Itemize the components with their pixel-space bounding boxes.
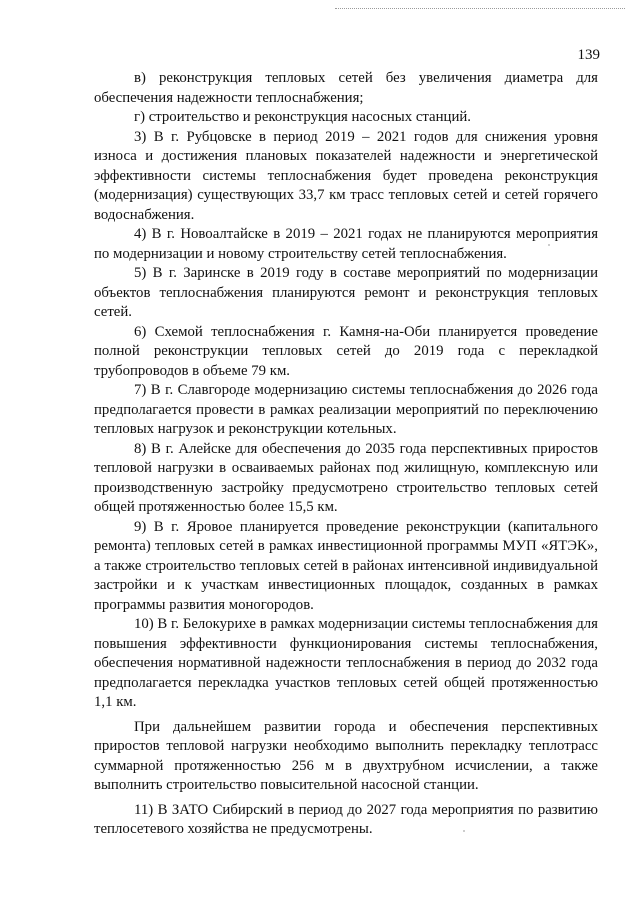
paragraph-novoaltaysk: 4) В г. Новоалтайске в 2019 – 2021 годах не планируются мероприятия по модернизации и новому строительству сетей теплоснабжения.: [94, 226, 598, 262]
paragraph-item-g: г) строительство и реконструкция насосных станций.: [134, 109, 471, 125]
scan-header-rule: [335, 8, 625, 9]
paragraph-zarinsk: 5) В г. Заринске в 2019 году в составе мероприятий по модернизации объектов теплоснабжения планируются ремонт и реконструкция тепловых сетей.: [94, 265, 598, 320]
paragraph-yarovoe: 9) В г. Яровое планируется проведение реконструкции (капитального ремонта) тепловых сетей в рамках инвестиционной программы МУП «ЯТЭК», а также строительство тепловых сетей в районах интенсивной индивидуальной застройки и к участкам инвестиционных площадок, созданных в рамках программы развития моногородов.: [94, 518, 598, 613]
paragraph-item-v: в) реконструкция тепловых сетей без увеличения диаметра для обеспечения надежности теплоснабжения;: [94, 70, 598, 106]
paragraph-belokurikha-continued: При дальнейшем развитии города и обеспечения перспективных приростов тепловой нагрузки необходимо выполнить перекладку теплотрасс суммарной протяженностью 256 м в двухтрубном исчислении, а также выполнить строительство повысительной насосной станции.: [94, 718, 598, 793]
scan-dust-mark: [548, 244, 550, 246]
paragraph-kamen-na-obi: 6) Схемой теплоснабжения г. Камня-на-Оби планируется проведение полной реконструкции тепловых сетей до 2019 года с перекладкой трубопроводов в объеме 79 км.: [94, 323, 598, 379]
paragraph-belokurikha: 10) В г. Белокурихе в рамках модернизации системы теплоснабжения для повышения эффективности функционирования системы теплоснабжения, обеспечения нормативной надежности теплоснабжения в период до 2032 года предполагается перекладка участков тепловых сетей общей протяженностью 1,1 км.: [94, 616, 598, 710]
page-number: 139: [577, 47, 600, 63]
paragraph-slavgorod: 7) В г. Славгороде модернизацию системы теплоснабжения до 2026 года предполагается провести в рамках реализации мероприятий по переключению тепловых нагрузок и реконструкции котельных.: [94, 382, 598, 437]
paragraph-aleysk: 8) В г. Алейске для обеспечения до 2035 года перспективных приростов тепловой нагрузки в осваиваемых районах под жилищную, комплексную или производственную застройку предусмотрено строительство тепловых сетей общей протяженностью более 15,5 км.: [94, 440, 598, 515]
paragraph-zato-sibirsky: 11) В ЗАТО Сибирский в период до 2027 года мероприятия по развитию теплосетевого хозяйства не предусмотрены.: [94, 801, 598, 837]
document-body: [94, 69, 598, 840]
scan-dust-mark: [463, 830, 465, 832]
paragraph-rubtsovsk: 3) В г. Рубцовске в период 2019 – 2021 годов для снижения уровня износа и достижения плановых показателей надежности и энергетической эффективности системы теплоснабжения будет проведена реконструкция (модернизация) существующих 33,7 км трасс тепловых сетей и сетей горячего водоснабжения.: [94, 128, 598, 223]
